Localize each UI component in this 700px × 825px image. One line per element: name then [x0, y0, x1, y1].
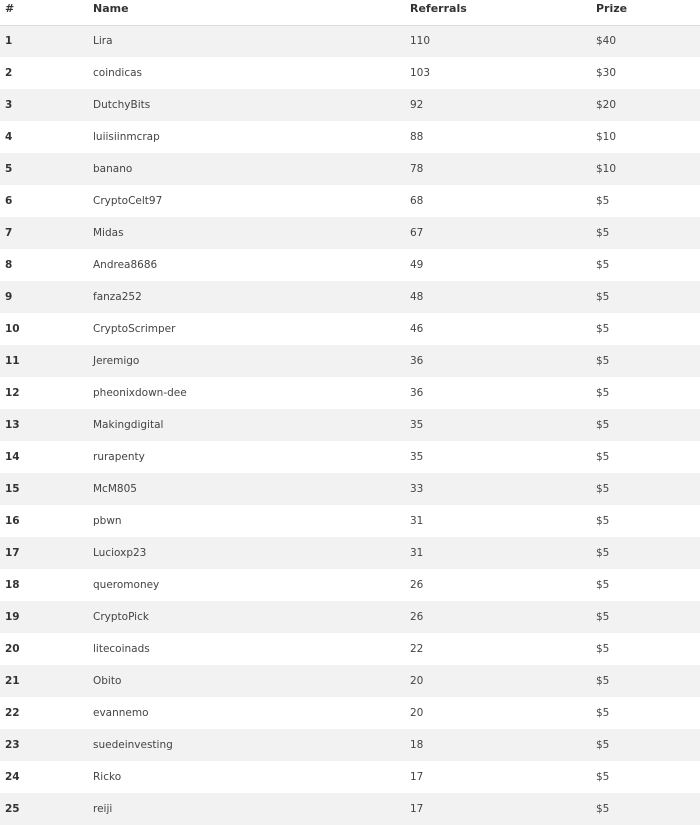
- table-row: [0, 473, 700, 505]
- referrals-cell: 17: [410, 771, 424, 783]
- prize-cell: $5: [596, 291, 610, 303]
- rank-cell: 17: [5, 547, 20, 559]
- referrals-cell: 20: [410, 675, 424, 687]
- referrals-cell: 92: [410, 99, 424, 111]
- name-cell: Lucioxp23: [93, 547, 147, 559]
- referrals-cell: 46: [410, 323, 424, 335]
- rank-cell: 9: [5, 291, 13, 303]
- referrals-cell: 68: [410, 195, 424, 207]
- prize-cell: $20: [596, 99, 617, 111]
- table-row: [0, 313, 700, 345]
- rank-cell: 24: [5, 771, 20, 783]
- prize-cell: $5: [596, 419, 610, 431]
- name-cell: CryptoCelt97: [93, 195, 163, 207]
- rank-cell: 1: [5, 35, 13, 48]
- table-body: [0, 25, 700, 825]
- prize-cell: $5: [596, 707, 610, 719]
- prize-cell: $5: [596, 547, 610, 559]
- header-row: [0, 0, 700, 25]
- referrals-cell: 17: [410, 803, 424, 815]
- name-cell: McM805: [93, 483, 137, 495]
- prize-cell: $5: [596, 675, 610, 687]
- name-cell: rurapenty: [93, 451, 145, 463]
- name-cell: suedeinvesting: [93, 739, 173, 751]
- name-cell: Midas: [93, 227, 124, 239]
- prize-cell: $40: [596, 35, 617, 48]
- name-cell: queromoney: [93, 579, 160, 591]
- name-cell: Ricko: [93, 771, 122, 783]
- referrals-cell: 22: [410, 643, 424, 655]
- rank-cell: 22: [5, 707, 20, 719]
- name-cell: pbwn: [93, 515, 122, 527]
- name-cell: fanza252: [93, 291, 142, 303]
- rank-cell: 14: [5, 451, 20, 463]
- column-header-prize[interactable]: Prize: [591, 0, 700, 25]
- rank-cell: 21: [5, 675, 20, 687]
- name-cell: DutchyBits: [93, 99, 151, 111]
- name-cell: coindicas: [93, 67, 143, 79]
- rank-cell: 11: [5, 355, 20, 367]
- prize-cell: $5: [596, 643, 610, 655]
- table-row: [0, 537, 700, 569]
- referrals-cell: 26: [410, 611, 424, 623]
- referrals-cell: 33: [410, 483, 424, 495]
- name-cell: luiisiinmcrap: [93, 131, 160, 143]
- name-cell: Andrea8686: [93, 259, 158, 271]
- column-header-name[interactable]: Name: [88, 0, 405, 25]
- table-row: [0, 761, 700, 793]
- table-row: [0, 633, 700, 665]
- table-row: [0, 281, 700, 313]
- rank-cell: 19: [5, 611, 20, 623]
- prize-cell: $5: [596, 579, 610, 591]
- table-row: [0, 569, 700, 601]
- table-row: [0, 697, 700, 729]
- referrals-cell: 36: [410, 387, 424, 399]
- referrals-cell: 49: [410, 259, 424, 271]
- column-header-rank[interactable]: #: [0, 0, 88, 25]
- rank-cell: 18: [5, 579, 20, 591]
- prize-cell: $5: [596, 195, 610, 207]
- table-header: [0, 0, 700, 25]
- column-header-referrals[interactable]: Referrals: [405, 0, 591, 25]
- rank-cell: 10: [5, 323, 20, 335]
- rank-cell: 4: [5, 131, 13, 143]
- name-cell: pheonixdown-dee: [93, 387, 187, 399]
- table-row: [0, 185, 700, 217]
- table-row: [0, 601, 700, 633]
- referrals-cell: 18: [410, 739, 424, 751]
- referrals-cell: 31: [410, 547, 424, 559]
- rank-cell: 3: [5, 99, 13, 111]
- prize-cell: $5: [596, 515, 610, 527]
- table-row: [0, 153, 700, 185]
- table-row: [0, 377, 700, 409]
- name-cell: Obito: [93, 675, 122, 687]
- referrals-cell: 48: [410, 291, 424, 303]
- prize-cell: $5: [596, 483, 610, 495]
- name-cell: CryptoPick: [93, 611, 149, 623]
- table-row: [0, 121, 700, 153]
- rank-cell: 5: [5, 163, 13, 175]
- table-row: [0, 409, 700, 441]
- name-cell: reiji: [93, 803, 113, 815]
- prize-cell: $10: [596, 131, 617, 143]
- table-row: [0, 665, 700, 697]
- prize-cell: $5: [596, 259, 610, 271]
- referrals-cell: 35: [410, 419, 424, 431]
- name-cell: Lira: [93, 35, 113, 48]
- prize-cell: $30: [596, 67, 617, 79]
- rank-cell: 16: [5, 515, 20, 527]
- prize-cell: $5: [596, 771, 610, 783]
- referrals-cell: 78: [410, 163, 424, 175]
- rank-cell: 8: [5, 259, 13, 271]
- table-row: [0, 89, 700, 121]
- prize-cell: $5: [596, 611, 610, 623]
- table-row: [0, 505, 700, 537]
- prize-cell: $5: [596, 387, 610, 399]
- referrals-cell: 35: [410, 451, 424, 463]
- referrals-cell: 88: [410, 131, 424, 143]
- table-row: [0, 441, 700, 473]
- prize-cell: $5: [596, 451, 610, 463]
- name-cell: Jeremigo: [93, 355, 140, 367]
- rank-cell: 7: [5, 227, 13, 239]
- rank-cell: 20: [5, 643, 20, 655]
- rank-cell: 15: [5, 483, 20, 495]
- prize-cell: $10: [596, 163, 617, 175]
- rank-cell: 12: [5, 387, 20, 399]
- referrals-cell: 31: [410, 515, 424, 527]
- table-row: [0, 57, 700, 89]
- prize-cell: $5: [596, 739, 610, 751]
- name-cell: CryptoScrimper: [93, 323, 176, 335]
- referrals-cell: 67: [410, 227, 424, 239]
- table-row: [0, 249, 700, 281]
- name-cell: banano: [93, 163, 133, 175]
- prize-cell: $5: [596, 355, 610, 367]
- rank-cell: 13: [5, 419, 20, 431]
- referrals-cell: 26: [410, 579, 424, 591]
- referrals-cell: 110: [410, 35, 431, 48]
- table-row: [0, 729, 700, 761]
- name-cell: evannemo: [93, 707, 149, 719]
- rank-cell: 2: [5, 67, 13, 79]
- table-row: [0, 793, 700, 825]
- name-cell: Makingdigital: [93, 419, 164, 431]
- referrals-cell: 20: [410, 707, 424, 719]
- table-row: [0, 25, 700, 57]
- table-row: [0, 345, 700, 377]
- table-row: [0, 217, 700, 249]
- prize-cell: $5: [596, 803, 610, 815]
- name-cell: litecoinads: [93, 643, 150, 655]
- rank-cell: 23: [5, 739, 20, 751]
- referrals-cell: 103: [410, 67, 431, 79]
- referrals-cell: 36: [410, 355, 424, 367]
- rank-cell: 6: [5, 195, 13, 207]
- prize-cell: $5: [596, 227, 610, 239]
- prize-cell: $5: [596, 323, 610, 335]
- rank-cell: 25: [5, 803, 20, 815]
